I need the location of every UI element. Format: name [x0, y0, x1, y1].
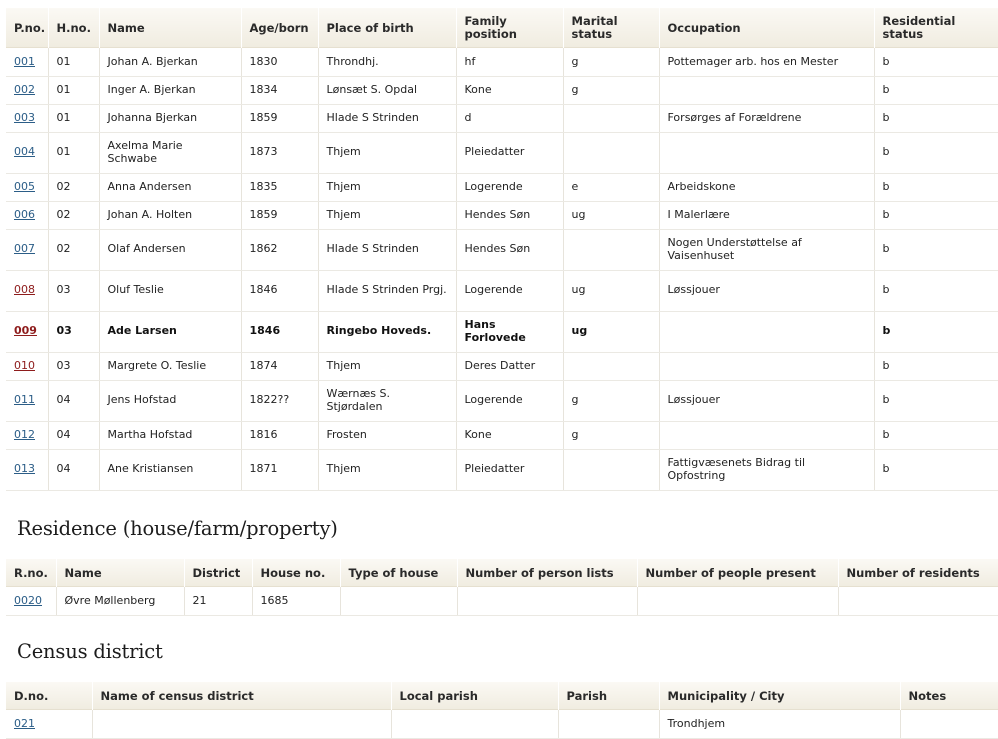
col-header-place-of-birth[interactable]: Place of birth — [318, 8, 456, 48]
house-number: 1685 — [252, 587, 340, 615]
person-link[interactable]: 012 — [14, 427, 35, 441]
residence-link[interactable]: 0020 — [14, 593, 42, 607]
occupation: Fattigvæsenets Bidrag til Opfostring — [659, 449, 874, 490]
place-of-birth: Lønsæt S. Opdal — [318, 76, 456, 104]
person-name: Johanna Bjerkan — [99, 104, 241, 132]
person-link[interactable]: 006 — [14, 207, 35, 221]
person-link[interactable]: 002 — [14, 82, 35, 96]
place-of-birth: Hlade S Strinden — [318, 229, 456, 270]
person-link[interactable]: 007 — [14, 242, 35, 256]
family-position: Kone — [456, 76, 563, 104]
residence-header-row — [6, 559, 998, 587]
household-number: 03 — [48, 352, 99, 380]
person-link[interactable]: 008 — [14, 283, 35, 297]
residence-table — [6, 559, 998, 616]
occupation — [659, 132, 874, 173]
census-district-row — [6, 710, 998, 738]
occupation: Løssjouer — [659, 270, 874, 311]
marital-status: g — [563, 76, 659, 104]
person-number-cell — [6, 132, 48, 173]
family-position: Logerende — [456, 380, 563, 421]
person-name: Johan A. Bjerkan — [99, 48, 241, 76]
person-name: Ane Kristiansen — [99, 449, 241, 490]
person-name: Margrete O. Teslie — [99, 352, 241, 380]
person-row — [6, 229, 998, 270]
residential-status: b — [874, 311, 998, 352]
col-header-district[interactable]: District — [184, 559, 252, 587]
district-link[interactable]: 021 — [14, 716, 35, 730]
family-position: Pleiedatter — [456, 132, 563, 173]
census-district-header-row — [6, 682, 998, 710]
place-of-birth: Ringebo Hoveds. — [318, 311, 456, 352]
parish — [558, 710, 659, 738]
household-number: 02 — [48, 173, 99, 201]
person-row-selected — [6, 311, 998, 352]
person-row — [6, 201, 998, 229]
col-header-occupation[interactable]: Occupation — [659, 8, 874, 48]
occupation — [659, 352, 874, 380]
birth-year: 1816 — [241, 421, 318, 449]
birth-year: 1846 — [241, 311, 318, 352]
person-number-cell — [6, 352, 48, 380]
place-of-birth: Hlade S Strinden Prgj. — [318, 270, 456, 311]
household-number: 01 — [48, 132, 99, 173]
col-header-person-lists[interactable]: Number of person lists — [457, 559, 637, 587]
col-header-parish[interactable]: Parish — [558, 682, 659, 710]
municipality: Trondhjem — [659, 710, 900, 738]
person-link[interactable]: 005 — [14, 179, 35, 193]
residents-count — [838, 587, 998, 615]
col-header-residence-name[interactable]: Name — [56, 559, 184, 587]
birth-year: 1822?? — [241, 380, 318, 421]
notes — [900, 710, 998, 738]
occupation — [659, 311, 874, 352]
person-number-cell — [6, 48, 48, 76]
birth-year: 1873 — [241, 132, 318, 173]
household-number: 04 — [48, 380, 99, 421]
residential-status: b — [874, 380, 998, 421]
marital-status — [563, 449, 659, 490]
col-header-house-no[interactable]: House no. — [252, 559, 340, 587]
residential-status: b — [874, 201, 998, 229]
census-district-name — [92, 710, 391, 738]
occupation: Nogen Understøttelse af Vaisenhuset — [659, 229, 874, 270]
people-present-count — [637, 587, 838, 615]
person-number-cell — [6, 449, 48, 490]
family-position: hf — [456, 48, 563, 76]
person-name: Olaf Andersen — [99, 229, 241, 270]
birth-year: 1834 — [241, 76, 318, 104]
col-header-municipality[interactable]: Municipality / City — [659, 682, 900, 710]
residential-status: b — [874, 449, 998, 490]
census-district-table — [6, 682, 998, 739]
col-header-residents[interactable]: Number of residents — [838, 559, 998, 587]
household-number: 02 — [48, 201, 99, 229]
person-name: Jens Hofstad — [99, 380, 241, 421]
residence-name: Øvre Møllenberg — [56, 587, 184, 615]
family-position: Hendes Søn — [456, 229, 563, 270]
col-header-hno[interactable]: H.no. — [48, 8, 99, 48]
person-link[interactable]: 009 — [14, 324, 37, 338]
person-row — [6, 173, 998, 201]
family-position: Logerende — [456, 173, 563, 201]
household-number: 03 — [48, 270, 99, 311]
person-number-cell — [6, 104, 48, 132]
person-row — [6, 48, 998, 76]
residential-status: b — [874, 352, 998, 380]
col-header-family-position[interactable]: Family position — [456, 8, 563, 48]
occupation — [659, 76, 874, 104]
col-header-pno[interactable]: P.no. — [6, 8, 48, 48]
place-of-birth: Thjem — [318, 449, 456, 490]
person-row — [6, 352, 998, 380]
occupation: Arbeidskone — [659, 173, 874, 201]
residence-section-title: Residence (house/farm/property) — [17, 517, 338, 540]
marital-status: g — [563, 48, 659, 76]
occupation: I Malerlære — [659, 201, 874, 229]
birth-year: 1846 — [241, 270, 318, 311]
occupation: Pottemager arb. hos en Mester — [659, 48, 874, 76]
occupation: Forsørges af Forældrene — [659, 104, 874, 132]
family-position: Pleiedatter — [456, 449, 563, 490]
birth-year: 1871 — [241, 449, 318, 490]
household-number: 03 — [48, 311, 99, 352]
residential-status: b — [874, 48, 998, 76]
place-of-birth: Frosten — [318, 421, 456, 449]
person-name: Inger A. Bjerkan — [99, 76, 241, 104]
person-name: Oluf Teslie — [99, 270, 241, 311]
marital-status — [563, 352, 659, 380]
birth-year: 1830 — [241, 48, 318, 76]
place-of-birth: Throndhj. — [318, 48, 456, 76]
district-number-cell — [6, 710, 92, 738]
person-row — [6, 270, 998, 311]
person-number-cell — [6, 270, 48, 311]
place-of-birth: Thjem — [318, 173, 456, 201]
marital-status: ug — [563, 270, 659, 311]
col-header-dno[interactable]: D.no. — [6, 682, 92, 710]
person-link[interactable]: 010 — [14, 358, 35, 372]
col-header-census-district-name[interactable]: Name of census district — [92, 682, 391, 710]
family-position: Logerende — [456, 270, 563, 311]
household-number: 01 — [48, 104, 99, 132]
place-of-birth: Thjem — [318, 201, 456, 229]
person-name: Anna Andersen — [99, 173, 241, 201]
col-header-local-parish[interactable]: Local parish — [391, 682, 558, 710]
family-position: Kone — [456, 421, 563, 449]
person-name: Ade Larsen — [99, 311, 241, 352]
person-row — [6, 76, 998, 104]
person-row — [6, 380, 998, 421]
residential-status: b — [874, 270, 998, 311]
person-name: Axelma Marie Schwabe — [99, 132, 241, 173]
person-link[interactable]: 004 — [14, 145, 35, 159]
marital-status — [563, 229, 659, 270]
type-of-house — [340, 587, 457, 615]
household-number: 04 — [48, 449, 99, 490]
person-number-cell — [6, 380, 48, 421]
place-of-birth: Thjem — [318, 352, 456, 380]
person-number-cell — [6, 201, 48, 229]
census-district-section-title: Census district — [17, 640, 163, 663]
person-name: Johan A. Holten — [99, 201, 241, 229]
col-header-residential-status[interactable]: Residential status — [874, 8, 998, 48]
family-position: Deres Datter — [456, 352, 563, 380]
residence-row — [6, 587, 998, 615]
person-link[interactable]: 011 — [14, 393, 35, 407]
place-of-birth: Thjem — [318, 132, 456, 173]
marital-status: e — [563, 173, 659, 201]
residential-status: b — [874, 173, 998, 201]
birth-year: 1874 — [241, 352, 318, 380]
person-link[interactable]: 013 — [14, 462, 35, 476]
person-number-cell — [6, 229, 48, 270]
person-link[interactable]: 003 — [14, 110, 35, 124]
person-row — [6, 132, 998, 173]
residential-status: b — [874, 229, 998, 270]
col-header-name[interactable]: Name — [99, 8, 241, 48]
birth-year: 1859 — [241, 104, 318, 132]
marital-status: ug — [563, 201, 659, 229]
persons-header-row — [6, 8, 998, 48]
marital-status: g — [563, 421, 659, 449]
household-number: 02 — [48, 229, 99, 270]
birth-year: 1835 — [241, 173, 318, 201]
family-position: Hans Forlovede — [456, 311, 563, 352]
birth-year: 1859 — [241, 201, 318, 229]
residential-status: b — [874, 132, 998, 173]
household-number: 04 — [48, 421, 99, 449]
person-row — [6, 421, 998, 449]
col-header-notes[interactable]: Notes — [900, 682, 998, 710]
person-link[interactable]: 001 — [14, 54, 35, 68]
family-position: Hendes Søn — [456, 201, 563, 229]
person-row — [6, 449, 998, 490]
occupation: Løssjouer — [659, 380, 874, 421]
col-header-people-present[interactable]: Number of people present — [637, 559, 838, 587]
residential-status: b — [874, 104, 998, 132]
person-number-cell — [6, 173, 48, 201]
birth-year: 1862 — [241, 229, 318, 270]
person-lists-count — [457, 587, 637, 615]
person-row — [6, 104, 998, 132]
occupation — [659, 421, 874, 449]
family-position: d — [456, 104, 563, 132]
residential-status: b — [874, 421, 998, 449]
marital-status — [563, 104, 659, 132]
col-header-marital-status[interactable]: Marital status — [563, 8, 659, 48]
marital-status: ug — [563, 311, 659, 352]
local-parish — [391, 710, 558, 738]
place-of-birth: Hlade S Strinden — [318, 104, 456, 132]
person-number-cell — [6, 311, 48, 352]
household-number: 01 — [48, 48, 99, 76]
person-number-cell — [6, 76, 48, 104]
marital-status: g — [563, 380, 659, 421]
persons-table — [6, 8, 998, 491]
residence-district: 21 — [184, 587, 252, 615]
col-header-rno[interactable]: R.no. — [6, 559, 56, 587]
residence-number-cell — [6, 587, 56, 615]
marital-status — [563, 132, 659, 173]
person-number-cell — [6, 421, 48, 449]
residential-status: b — [874, 76, 998, 104]
place-of-birth: Wærnæs S. Stjørdalen — [318, 380, 456, 421]
col-header-age-born[interactable]: Age/born — [241, 8, 318, 48]
col-header-type-of-house[interactable]: Type of house — [340, 559, 457, 587]
person-name: Martha Hofstad — [99, 421, 241, 449]
household-number: 01 — [48, 76, 99, 104]
